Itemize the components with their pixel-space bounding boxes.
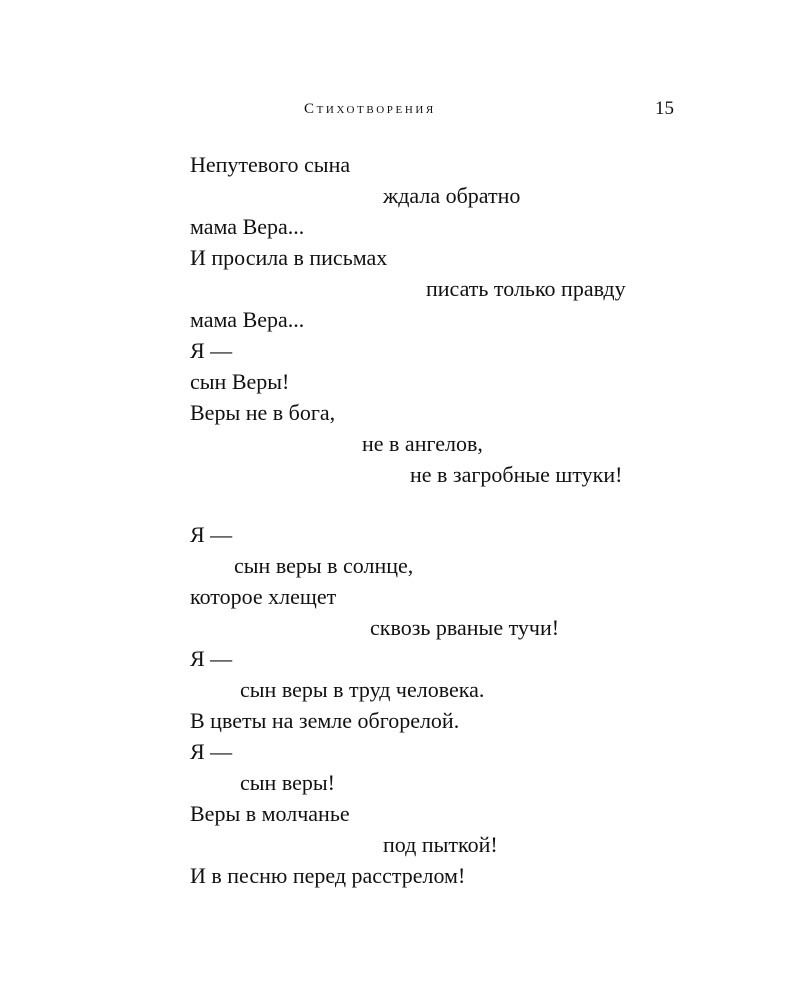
section-title: Стихотворения (304, 101, 436, 117)
poem-line: мама Вера... (190, 214, 305, 239)
running-head (190, 96, 674, 122)
poem-line: под пыткой! (383, 832, 498, 857)
poem-line: мама Вера... (190, 307, 305, 332)
poem-line: ждала обратно (383, 183, 521, 208)
poem-line: которое хлещет (190, 584, 337, 609)
poem-line: сын Веры! (190, 369, 290, 394)
poem-line: Непутевого сына (190, 152, 351, 177)
poem-line: Я — (190, 338, 233, 363)
poem-line: Я — (190, 646, 233, 671)
poem-line: И в песню перед расстрелом! (190, 863, 466, 888)
poem-line: писать только правду (426, 276, 626, 301)
poem-line: не в загробные штуки! (410, 462, 623, 487)
poem-line: не в ангелов, (362, 431, 483, 456)
poem-line: Веры в молчанье (190, 801, 350, 826)
poem-line: сын веры! (240, 770, 335, 795)
poem-line: В цветы на земле обгорелой. (190, 708, 460, 733)
poem-line: сын веры в труд человека. (240, 677, 485, 702)
poem-line: И просила в письмах (190, 245, 388, 270)
poem-line: Я — (190, 739, 233, 764)
poem-line: сын веры в солнце, (234, 553, 414, 578)
poem-line: сквозь рваные тучи! (370, 615, 560, 640)
page-number: 15 (655, 98, 674, 119)
poem-line: Веры не в бога, (190, 400, 336, 425)
poem-line: Я — (190, 522, 233, 547)
